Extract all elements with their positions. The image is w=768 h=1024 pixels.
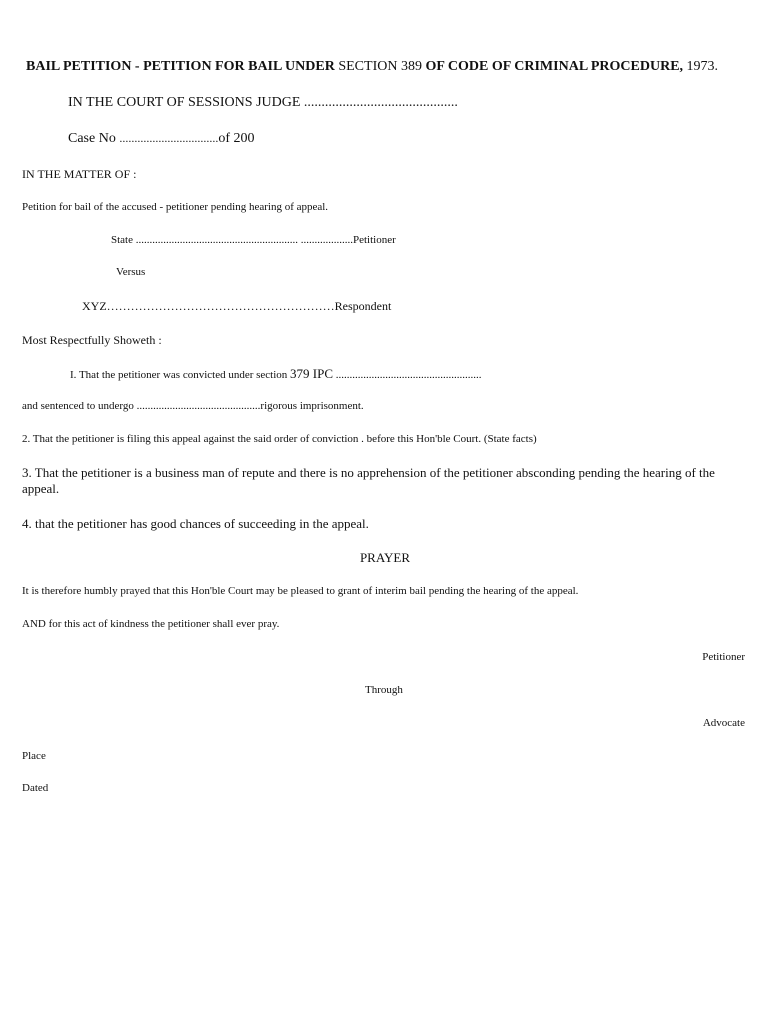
- para-1-text: I. That the petitioner was convicted under section: [70, 369, 291, 381]
- para-4: 4. that the petitioner has good chances of succeeding in the appeal.: [22, 516, 369, 531]
- sentence-line: and sentenced to undergo .............................................rigorous imprisonment.: [22, 400, 364, 412]
- prayer-heading: PRAYER: [359, 550, 411, 565]
- title-year: 1973.: [683, 59, 719, 74]
- party-versus: Versus: [116, 266, 146, 278]
- title-section: SECTION 389: [334, 59, 426, 74]
- petition-line: Petition for bail of the accused - petitioner pending hearing of appeal.: [22, 201, 329, 213]
- party-respondent: XYZ…………………………………………………Respondent: [82, 299, 392, 313]
- signoff-dated: Dated: [22, 782, 49, 794]
- party-state: State ........................................................... ...................Petitioner: [111, 234, 396, 246]
- showeth-heading: Most Respectfully Showeth :: [22, 333, 162, 347]
- title-part-3: OF CODE OF CRIMINAL PROCEDURE,: [425, 59, 684, 74]
- para-3: 3. That the petitioner is a business man of repute and there is no apprehension of the petitioner absconding pending the hearing of the appeal.: [22, 465, 715, 496]
- para-2: 2. That the petitioner is filing this appeal against the said order of conviction . before this Hon'ble Court. (State facts): [22, 433, 537, 445]
- para-1: [70, 366, 482, 382]
- case-dots: .................................: [119, 131, 219, 145]
- prayer-text: It is therefore humbly prayed that this Hon'ble Court may be pleased to grant of interim bail pending the hearing of the appeal.: [22, 585, 579, 597]
- kindness-line: AND for this act of kindness the petitioner shall ever pray.: [22, 618, 280, 630]
- court-line: IN THE COURT OF SESSIONS JUDGE ............................................: [68, 95, 458, 110]
- para-1-section: 379 IPC: [290, 366, 334, 381]
- case-prefix: Case No: [68, 131, 120, 146]
- case-line: [68, 131, 255, 148]
- signoff-petitioner: Petitioner: [702, 651, 745, 663]
- signoff-advocate: Advocate: [702, 717, 745, 729]
- para-1-dots: .....................................................: [333, 369, 482, 381]
- signoff-place: Place: [22, 750, 46, 762]
- matter-heading: IN THE MATTER OF :: [22, 167, 137, 181]
- signoff-through: Through: [365, 684, 403, 696]
- title-part-1: BAIL PETITION - PETITION FOR BAIL UNDER: [26, 59, 335, 74]
- document-title: [26, 59, 718, 76]
- case-suffix: of 200: [218, 131, 255, 146]
